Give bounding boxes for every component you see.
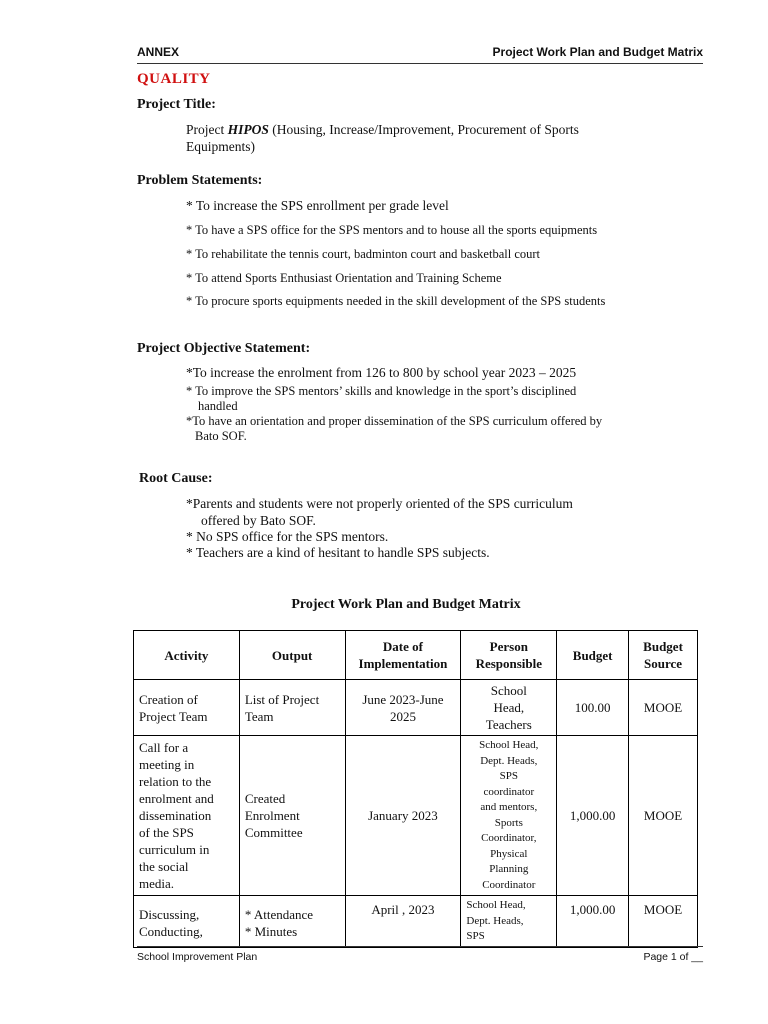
col-header-date: Date of Implementation xyxy=(345,631,461,680)
problem-statements-heading: Problem Statements: xyxy=(137,173,263,188)
objective-line: * To improve the SPS mentors’ skills and knowledge in the sport’s disciplined xyxy=(186,384,577,398)
cell-output: Created Enrolment Committee xyxy=(239,736,345,896)
footer-document-name: School Improvement Plan xyxy=(137,951,258,963)
section-label: QUALITY xyxy=(137,71,211,87)
problem-statement-item: * To have a SPS office for the SPS mentors and to house all the sports equipments xyxy=(186,223,598,237)
project-prefix: Project xyxy=(186,122,228,137)
root-cause-line: * Teachers are a kind of hesitant to handle SPS subjects. xyxy=(186,545,490,560)
project-title-heading: Project Title: xyxy=(137,97,216,112)
objective-line: *To have an orientation and proper dissemination of the SPS curriculum offered by xyxy=(186,414,603,428)
cell-date: June 2023-June 2025 xyxy=(345,680,461,736)
cell-budget: 1,000.00 xyxy=(557,736,629,896)
objective-heading: Project Objective Statement: xyxy=(137,341,311,356)
project-description: (Housing, Increase/Improvement, Procurement of Sports xyxy=(268,122,579,137)
table-header-row xyxy=(134,631,698,680)
header-document-title: Project Work Plan and Budget Matrix xyxy=(492,45,703,59)
cell-date: January 2023 xyxy=(345,736,461,896)
cell-person: School Head, Teachers xyxy=(461,680,557,736)
cell-activity: Creation of Project Team xyxy=(134,680,240,736)
objective-line: handled xyxy=(198,399,238,413)
objective-line: *To increase the enrolment from 126 to 800 by school year 2023 – 2025 xyxy=(186,365,577,380)
problem-statement-item: * To procure sports equipments needed in the skill development of the SPS students xyxy=(186,294,606,308)
cell-activity: Discussing, Conducting, xyxy=(134,896,240,948)
cell-source: MOOE xyxy=(629,896,698,948)
table-title: Project Work Plan and Budget Matrix xyxy=(291,597,521,612)
footer-page-number: Page 1 of __ xyxy=(643,951,703,963)
cell-budget: 1,000.00 xyxy=(557,896,629,948)
cell-person: School Head, Dept. Heads, SPS coordinator and mentors, Sports Coordinator, Physical Planning Coordinator xyxy=(461,736,557,896)
problem-statement-item: * To rehabilitate the tennis court, badminton court and basketball court xyxy=(186,247,541,261)
cell-date: April , 2023 xyxy=(345,896,461,948)
header-annex-label: ANNEX xyxy=(137,45,180,59)
problem-statement-item: * To attend Sports Enthusiast Orientation and Training Scheme xyxy=(186,271,502,285)
cell-output: * Attendance * Minutes xyxy=(239,896,345,948)
root-cause-line: *Parents and students were not properly oriented of the SPS curriculum xyxy=(186,496,573,511)
col-header-budget: Budget xyxy=(557,631,629,680)
root-cause-line: offered by Bato SOF. xyxy=(201,513,316,528)
root-cause-line: * No SPS office for the SPS mentors. xyxy=(186,529,389,544)
cell-person: School Head, Dept. Heads, SPS xyxy=(461,896,557,948)
cell-source: MOOE xyxy=(629,736,698,896)
table-row xyxy=(134,680,698,736)
cell-source: MOOE xyxy=(629,680,698,736)
work-plan-table xyxy=(133,630,698,948)
col-header-person: Person Responsible xyxy=(461,631,557,680)
col-header-activity: Activity xyxy=(134,631,240,680)
cell-output: List of Project Team xyxy=(239,680,345,736)
cell-activity: Call for a meeting in relation to the enrolment and dissemination of the SPS curriculum in the social media. xyxy=(134,736,240,896)
problem-statement-item: * To increase the SPS enrollment per grade level xyxy=(186,198,449,213)
project-title-line xyxy=(186,122,579,138)
table-row xyxy=(134,736,698,896)
col-header-source: Budget Source xyxy=(629,631,698,680)
project-description-cont: Equipments) xyxy=(186,139,255,154)
cell-budget: 100.00 xyxy=(557,680,629,736)
page-header xyxy=(137,43,703,64)
table-row xyxy=(134,896,698,948)
objective-line: Bato SOF. xyxy=(195,429,247,443)
col-header-output: Output xyxy=(239,631,345,680)
root-cause-heading: Root Cause: xyxy=(139,471,213,486)
project-name: HIPOS xyxy=(227,122,269,137)
page-footer xyxy=(137,946,703,967)
